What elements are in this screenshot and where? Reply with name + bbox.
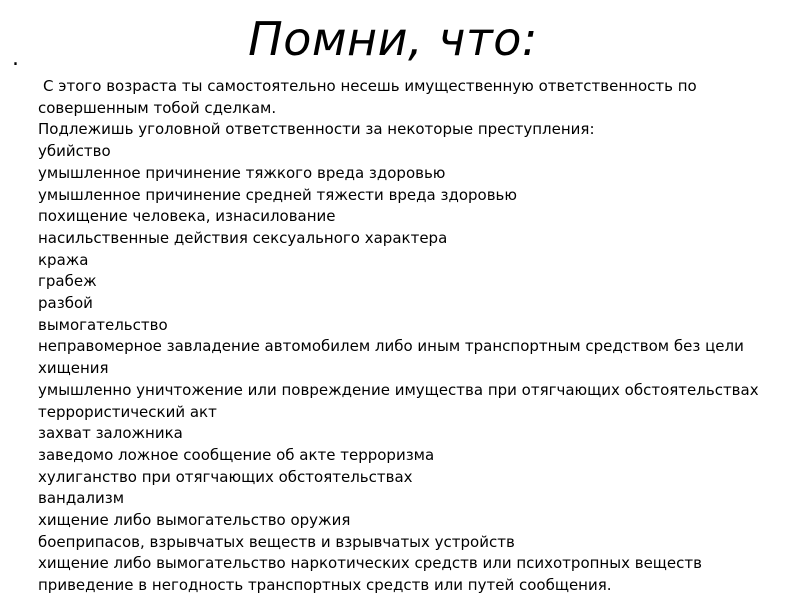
list-item: неправомерное завладение автомобилем либо иным транспортным средством без цели (38, 337, 744, 356)
list-item: убийство (38, 142, 111, 161)
text-line: Подлежишь уголовной ответственности за некоторые преступления: (38, 120, 595, 139)
text-line: С этого возраста ты самостоятельно несешь имущественную ответственность по (43, 77, 697, 95)
list-item: хищение либо вымогательство наркотических средств или психотропных веществ (38, 554, 702, 573)
list-item: хищения (38, 359, 109, 378)
list-item: захват заложника (38, 424, 183, 443)
list-item: похищение человека, изнасилование (38, 207, 336, 226)
list-item: террористический акт (38, 402, 217, 421)
list-item: умышленно уничтожение или повреждение имущества при отягчающих обстоятельствах (38, 380, 759, 399)
list-item: вымогательство (38, 315, 168, 334)
list-item: насильственные действия сексуального характера (38, 228, 448, 247)
slide-title: Помни, что: (248, 12, 538, 66)
list-item: приведение в негодность транспортных средств или путей сообщения. (38, 576, 612, 595)
bullet-marker: . (12, 46, 19, 71)
list-item: заведомо ложное сообщение об акте терроризма (38, 445, 435, 464)
list-item: боеприпасов, взрывчатых веществ и взрывчатых устройств (38, 532, 515, 551)
list-item: умышленное причинение средней тяжести вреда здоровью (38, 185, 518, 204)
slide-body (38, 76, 788, 597)
list-item: грабеж (38, 272, 97, 291)
list-item: хищение либо вымогательство оружия (38, 511, 351, 530)
list-item: умышленное причинение тяжкого вреда здоровью (38, 163, 446, 182)
text-line: совершенным тобой сделкам. (38, 98, 277, 117)
list-item: хулиганство при отягчающих обстоятельствах (38, 467, 413, 486)
list-item: кража (38, 250, 89, 269)
list-item: разбой (38, 294, 93, 313)
list-item: вандализм (38, 489, 125, 508)
